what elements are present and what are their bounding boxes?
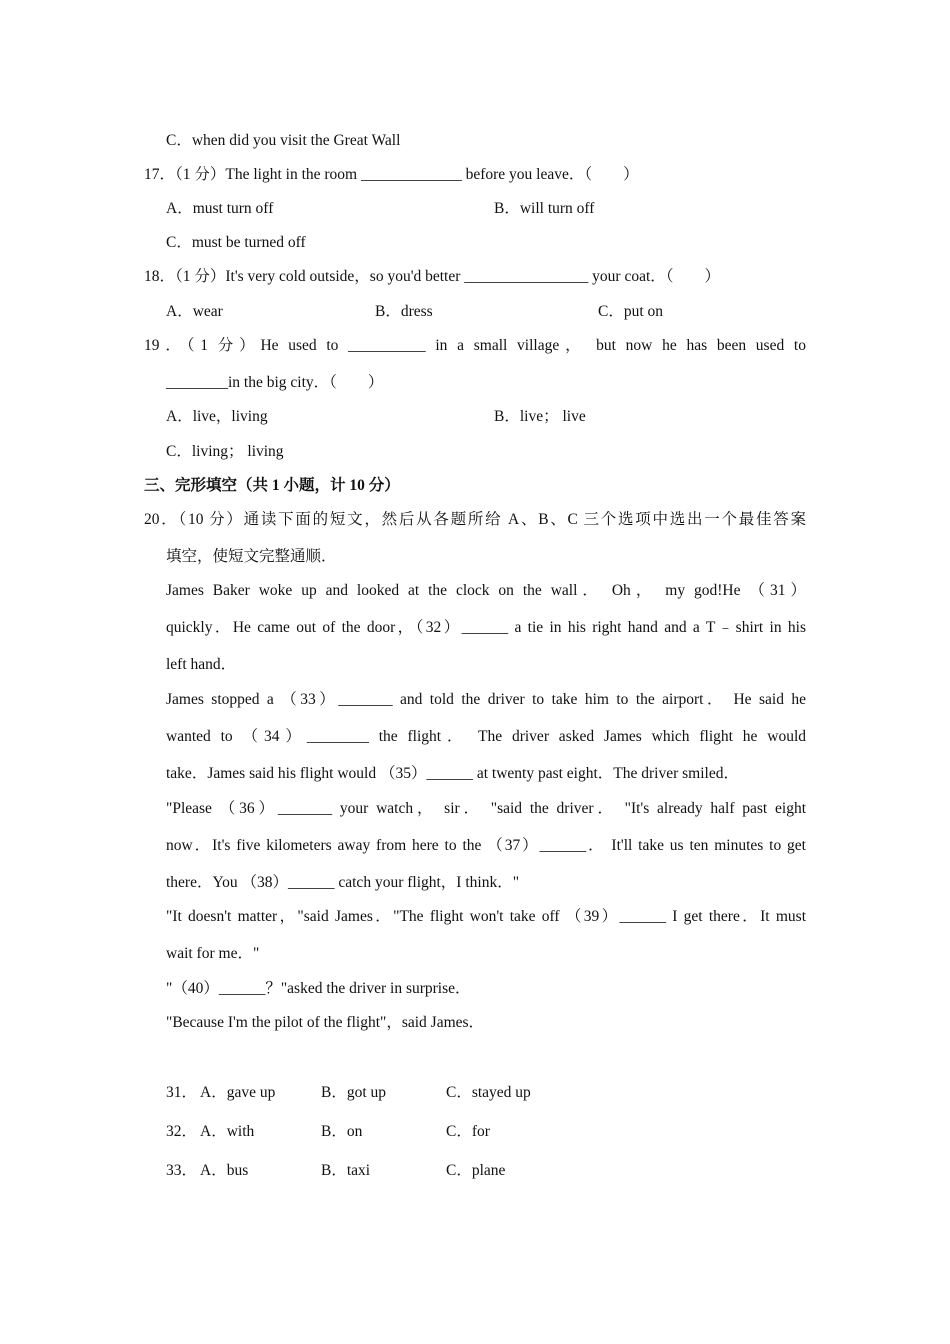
option-c: C．for xyxy=(446,1123,490,1140)
passage-line: wait for me．" xyxy=(166,945,260,962)
passage-line: wanted to （34）________ the flight． The driver asked James which flight he would xyxy=(166,728,806,745)
passage-line: there．You （38）______ catch your flight，I think．" xyxy=(166,874,520,891)
passage-line: take．James said his flight would （35）______ at twenty past eight．The driver smiled． xyxy=(166,765,739,782)
option-a: A．bus xyxy=(200,1162,249,1179)
option-b: B．on xyxy=(321,1123,363,1140)
option-a: A．gave up xyxy=(200,1084,276,1101)
q17-option-c: C．must be turned off xyxy=(166,234,306,251)
q18-stem: 18．（1 分）It's very cold outside，so you'd better ________________ your coat．（ ） xyxy=(144,268,721,285)
q20-stem-line2: 填空，使短文完整通顺． xyxy=(166,548,337,565)
passage-line: "Because I'm the pilot of the flight"，said James． xyxy=(166,1014,485,1031)
passage-line: "It doesn't matter，"said James．"The flight won't take off （39）______ I get there．It must xyxy=(166,908,806,925)
passage-line: left hand． xyxy=(166,656,237,673)
q18-option-b: B．dress xyxy=(375,303,433,320)
option-c: C．stayed up xyxy=(446,1084,531,1101)
option-b: B．taxi xyxy=(321,1162,371,1179)
option-number: 31． xyxy=(166,1084,198,1101)
q19-option-c: C．living； living xyxy=(166,443,284,460)
section3-heading: 三、完形填空（共 1 小题，计 10 分） xyxy=(144,477,400,494)
passage-line: now．It's five kilometers away from here to the （37）______． It'll take us ten minutes to get xyxy=(166,837,806,854)
q19-option-b: B．live； live xyxy=(494,408,586,425)
q19-stem-line2: ________in the big city．（ ） xyxy=(166,374,384,391)
passage-line: James Baker woke up and looked at the clock on the wall． Oh， my god!He （31） xyxy=(166,582,806,599)
option-a: A．with xyxy=(200,1123,255,1140)
q20-stem-line1: 20．（10 分）通读下面的短文，然后从各题所给 A、B、C 三个选项中选出一个最佳答案 xyxy=(144,511,806,528)
passage-line: "（40）______？"asked the driver in surprise． xyxy=(166,980,471,997)
q18-option-a: A．wear xyxy=(166,303,223,320)
q17-option-a: A．must turn off xyxy=(166,200,274,217)
q16-option-c: C．when did you visit the Great Wall xyxy=(166,132,401,149)
q17-option-b: B．will turn off xyxy=(494,200,595,217)
q18-option-c: C．put on xyxy=(598,303,664,320)
passage-line: James stopped a （33）_______ and told the driver to take him to the airport． He said he xyxy=(166,691,806,708)
option-c: C．plane xyxy=(446,1162,506,1179)
q17-stem: 17．（1 分）The light in the room _____________ before you leave．（ ） xyxy=(144,166,639,183)
passage-line: "Please （36）_______ your watch， sir． "said the driver． "It's already half past eight xyxy=(166,800,806,817)
option-number: 32． xyxy=(166,1123,198,1140)
q19-option-a: A．live，living xyxy=(166,408,268,425)
option-b: B．got up xyxy=(321,1084,387,1101)
option-number: 33． xyxy=(166,1162,198,1179)
passage-line: quickly．He came out of the door，（32）______ a tie in his right hand and a T﹣shirt in his xyxy=(166,619,806,636)
q19-stem-line1: 19．（1 分）He used to __________ in a small village， but now he has been used to xyxy=(144,337,806,354)
